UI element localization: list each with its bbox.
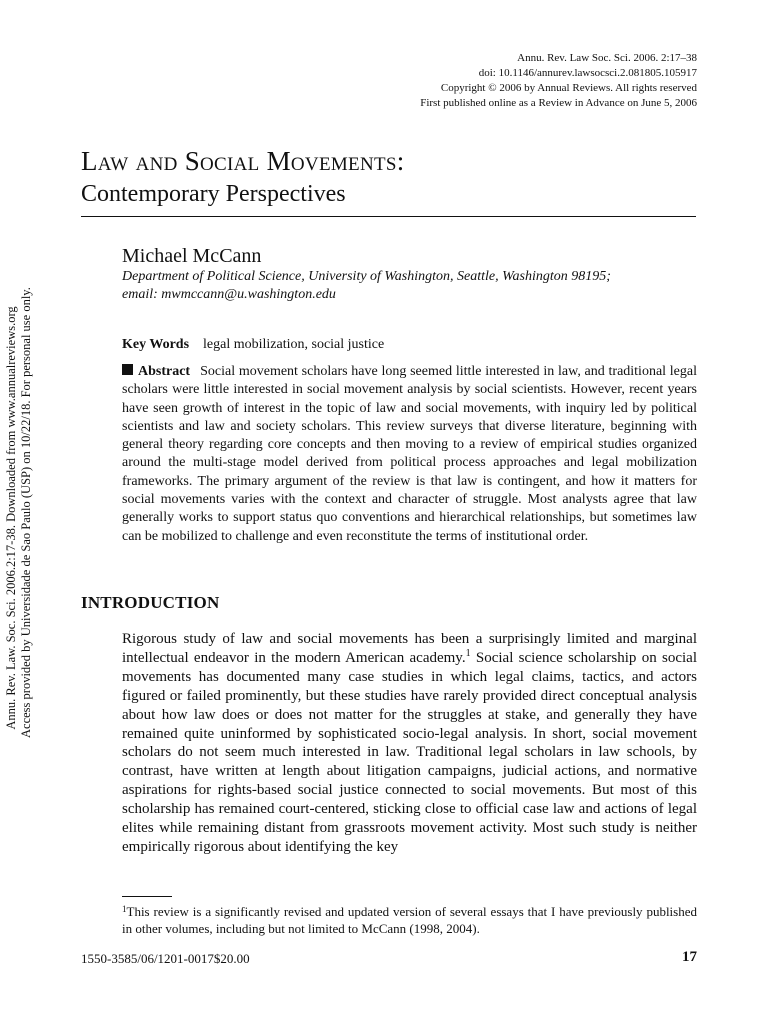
issn-code: 1550-3585/06/1201-0017$20.00 [81,951,250,966]
abstract-text: Social movement scholars have long seemed little interested in law, and traditional legal scholars were little interested in social movement analysis by social scientists. However, recent years have seen growth of interest in the topic of law and social movements, with inquiry led by political scientists and law and society scholars. This review surveys that diverse literature, beginning with general theory regarding core concepts and then moving to a review of empirical studies organized around the multi-stage model derived from political process approaches and legal mobilization frameworks. The primary argument of the review is that law is contingent, and how it matters for social movements varies with the context and character of struggle. Most analysts agree that law generally works to support status quo conventions and hierarchical relationships, but sometimes law can be mobilized to challenge and even reconstitute the terms of institutional order. [122,364,697,544]
footnote-mark: 1 [122,904,127,914]
doi-line: doi: 10.1146/annurev.lawsocsci.2.081805.105917 [478,67,697,79]
title-block [81,146,696,217]
introduction-text-part-2: Social science scholarship on social movements has documented many case studies in which legal claims, tactics, and actors figured or failed prominently, but these studies have rarely provided direct conceptual analysis about how law does or does not matter for the struggles at stake, and generally they have remained quite uninformed by sophisticated socio-legal analysis. In short, social movement scholars do not seem much interested in law. Traditional legal scholars in law schools, by contrast, have written at length about litigation campaigns, judicial actions, and normative aspirations for rights-based social justice connected to social movements. But most of this scholarship has remained court-centered, sticking close to official case law and actions of legal elites while remaining distant from grassroots movement activity. Most such study is neither empirically rigorous about identifying the key [122,649,697,855]
footnote-reference[interactable]: 1 [465,647,471,659]
article-title: Law and Social Movements: [81,146,405,176]
citation-line: Annu. Rev. Law Soc. Sci. 2006. 2:17–38 [517,52,697,64]
abstract-bullet-icon [122,364,133,375]
page-number: 17 [682,949,697,965]
abstract-label: Abstract [138,364,191,379]
introduction-paragraph [122,630,697,857]
download-notice-line-1: Annu. Rev. Law. Soc. Sci. 2006.2:17-38. Downloaded from www.annualreviews.org [4,306,18,730]
keywords-label: Key Words [122,337,190,352]
author-name: Michael McCann [122,245,262,267]
footnote [122,903,697,937]
footnote-text: This review is a significantly revised and updated version of several essays that I have previously published in other volumes, including but not limited to McCann (1998, 2004). [122,904,697,936]
title-rule [81,216,696,217]
keywords [122,336,697,354]
article-subtitle: Contemporary Perspectives [81,181,346,207]
published-line: First published online as a Review in Advance on June 5, 2006 [420,97,697,109]
journal-citation-header [277,51,697,111]
author-block [122,244,697,304]
download-notice-line-2: Access provided by Universidade de Sao Paulo (USP) on 10/22/18. For personal use only. [19,287,33,738]
abstract [122,363,697,546]
author-email: email: mwmccann@u.washington.edu [122,287,336,302]
author-affiliation: Department of Political Science, University of Washington, Seattle, Washington 98195; [122,269,611,284]
section-heading-introduction: INTRODUCTION [81,593,220,612]
download-notice [4,287,34,738]
footnote-rule [122,896,172,897]
keywords-value: legal mobilization, social justice [203,337,385,352]
copyright-line: Copyright © 2006 by Annual Reviews. All rights reserved [440,82,697,94]
introduction-text-part-1: Rigorous study of law and social movements has been a surprisingly limited and marginal intellectual endeavor in the modern American academy. [122,631,697,666]
